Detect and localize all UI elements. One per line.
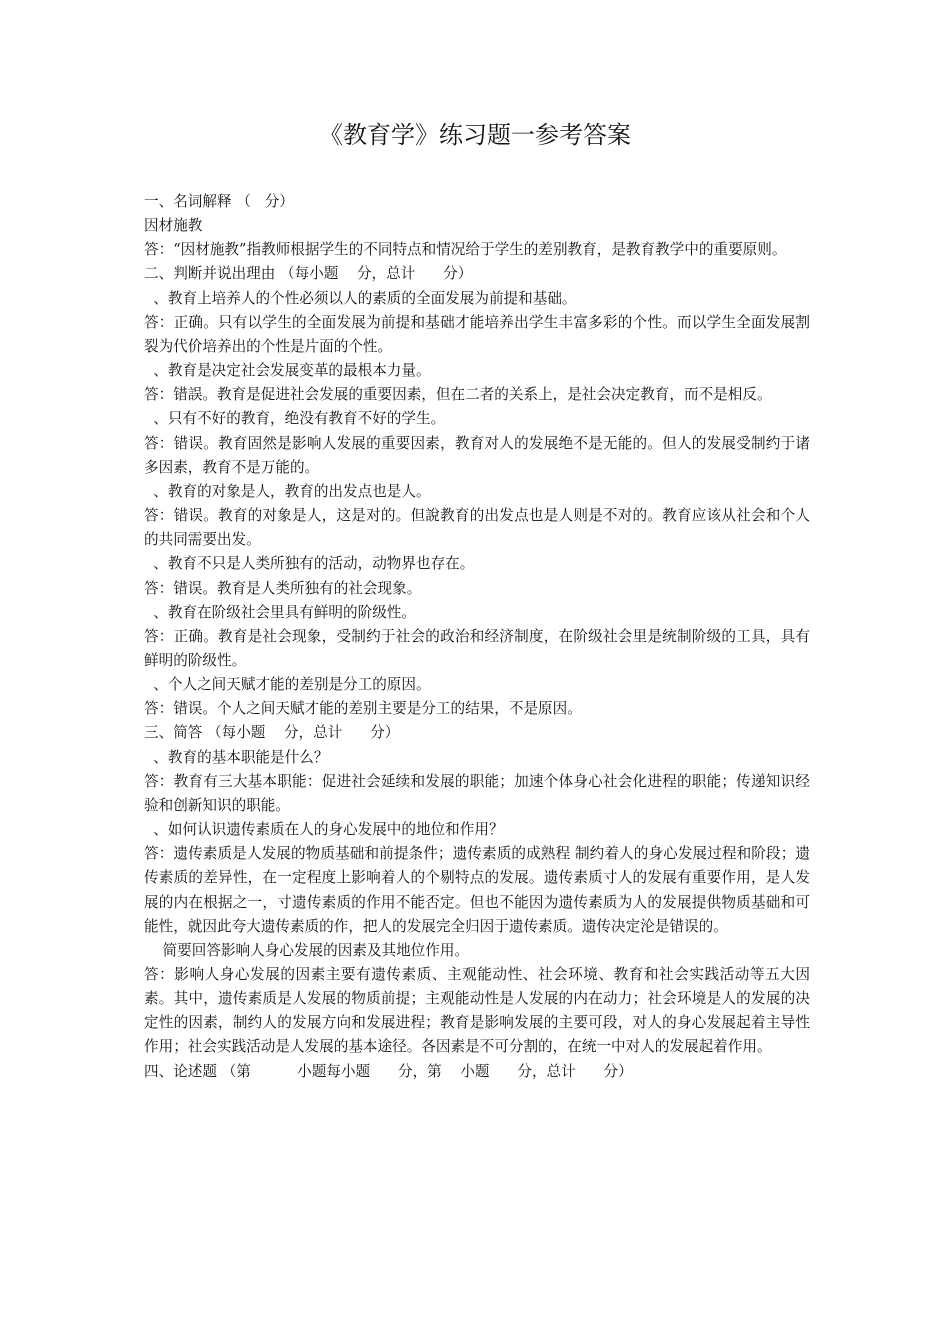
- question-item: 、只有不好的教育，绝没有教育不好的学生。: [144, 410, 446, 428]
- question-item: 、教育的对象是人，教育的出发点也是人。: [144, 482, 431, 500]
- answer-paragraph: 答：错誤。教育是促进社会发展的重要因素，但在二者的关系上，是社会决定教育，而不是相反。: [144, 386, 772, 404]
- section-heading-essay: 四、论述题 （第 小题每小题 分，第 小题 分，总计 分）: [144, 1062, 633, 1080]
- document-body: [144, 190, 810, 1084]
- question-item: 、教育在阶级社会里具有鲜明的阶级性。: [144, 603, 416, 621]
- question-item: 、教育不只是人类所独有的活动，动物界也存在。: [144, 555, 475, 573]
- answer-paragraph: 答：错误。教育的对象是人，这是对的。但說教育的出发点也是人则是不对的。教育应该从社会和个人的共同需要出发。: [144, 507, 810, 549]
- answer-paragraph: 答：错误。个人之间天赋才能的差别主要是分工的结果，不是原因。: [144, 700, 582, 718]
- section-heading-judgment: 二、判断并说出理由 （每小题 分，总计 分）: [144, 265, 473, 283]
- answer-paragraph: 答：“因材施教”指教师根据学生的不同特点和情况给于学生的差别教育，是教育教学中的重要原则。: [144, 241, 787, 259]
- section-heading-short-answer: 三、简答 （每小题 分，总计 分）: [144, 724, 400, 742]
- answer-paragraph: 答：正确。教育是社会现象，受制约于社会的政治和经济制度，在阶级社会里是统制阶级的工具，具有鲜明的阶级性。: [144, 627, 810, 669]
- section-heading-terms: 一、名词解释 （ 分）: [144, 193, 294, 210]
- question-item: 、如何认识遗传素质在人的身心发展中的地位和作用？: [144, 821, 504, 839]
- answer-paragraph: 答：教育有三大基本职能：促进社会延续和发展的职能；加速个体身心社会化进程的职能；传递知识经验和创新知识的职能。: [144, 772, 810, 814]
- term-item: 因材施教: [144, 217, 203, 235]
- question-item: 、个人之间天赋才能的差别是分工的原因。: [144, 676, 431, 694]
- answer-paragraph: 答：正确。只有以学生的全面发展为前提和基础才能培养出学生丰富多彩的个性。而以学生全面发展割裂为代价培养出的个性是片面的个性。: [144, 313, 810, 355]
- answer-paragraph: 答：影响人身心发展的因素主要有遗传素质、主观能动性、社会环境、教育和社会实践活动等五大因素。其中，遗传素质是人发展的物质前提；主观能动性是人发展的内在动力；社会环境是人的发展的决定性的因素，制约人的发展方向和发展进程；教育是影响发展的主要可段，对人的身心发展起着主导性作用；社会实践活动是人发展的基本途径。各因素是不可分割的，在统一中对人的发展起着作用。: [144, 966, 810, 1056]
- answer-paragraph: 答：遗传素质是人发展的物质基础和前提条件；遗传素质的成熟程 制约着人的身心发展过程和阶段；遗传素质的差异性，在一定程度上影响着人的个剔特点的发展。遗传素质寸人的发展有重要作用，是人发展的内在根据之一，寸遗传素质的作用不能否定。但也不能因为遗传素质为人的发展提供物质基础和可能性，就因此夸大遗传素质的作，把人的发展完全归因于遗传素质。遗传决定沦是错误的。: [144, 845, 810, 935]
- question-item: 、教育的基本职能是什么？: [144, 748, 329, 766]
- document-title: 《教育学》练习题一参考答案: [319, 121, 631, 149]
- question-item: 简要回答影响人身心发展的因素及其地位作用。: [144, 941, 470, 959]
- answer-paragraph: 答：错误。教育固然是影响人发展的重要因素，教育对人的发展绝不是无能的。但人的发展受制约于诸多因素，教育不是万能的。: [144, 434, 810, 476]
- question-item: 、教育是决定社会发展变革的最根本力量。: [144, 362, 431, 380]
- question-item: 、教育上培养人的个性必须以人的素质的全面发展为前提和基础。: [144, 289, 577, 307]
- answer-paragraph: 答：错误。教育是人类所独有的社会现象。: [144, 579, 422, 597]
